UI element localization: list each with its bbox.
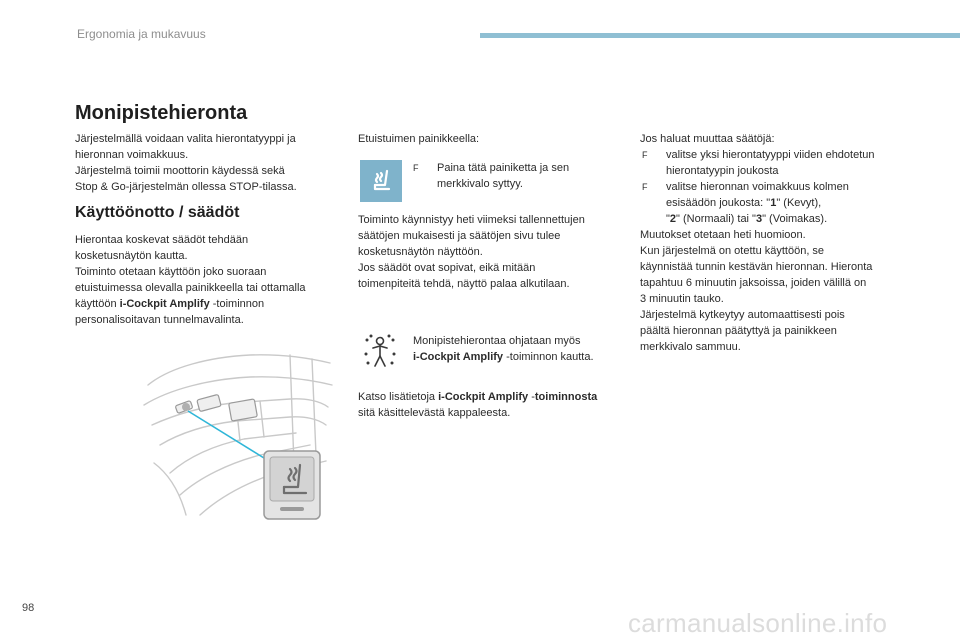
usage-text: käyttöön bbox=[75, 298, 120, 310]
watermark: carmanualsonline.info bbox=[628, 608, 888, 638]
adjust-line: käynnistää tunnin kestävän hieronnan. Hieronta bbox=[640, 261, 873, 273]
header-accent-bar bbox=[480, 33, 960, 38]
adjust-intro: Jos haluat muuttaa säätöjä: bbox=[640, 133, 775, 145]
seat-button-intro: Etuistuimen painikkeella: bbox=[358, 133, 480, 145]
intensity-level-3-label: " (Voimakas). bbox=[762, 213, 828, 225]
see-also-line: sitä käsittelevästä kappaleesta. bbox=[358, 407, 511, 419]
adjust-line: Kun järjestelmä on otettu käyttöön, se bbox=[640, 245, 825, 257]
bullet-text: esisäädön joukosta: " bbox=[666, 197, 771, 209]
amplify-note bbox=[413, 333, 594, 365]
seat-button-bullet bbox=[411, 160, 569, 192]
seat-massage-button-icon bbox=[360, 160, 402, 202]
usage-line: etuistuimessa olevalla painikkeella tai ottamalla bbox=[75, 282, 306, 294]
usage-paragraph bbox=[75, 232, 306, 328]
see-also-text: - bbox=[528, 391, 535, 403]
amplify-note-line bbox=[413, 349, 594, 365]
see-also-line bbox=[358, 389, 597, 405]
bullet-text: valitse hieronnan voimakkuus kolmen bbox=[666, 181, 849, 193]
intro-line: Järjestelmä toimii moottorin käydessä sekä bbox=[75, 165, 285, 177]
see-also-term: toiminnosta bbox=[534, 391, 598, 403]
usage-line: Hierontaa koskevat säädöt tehdään bbox=[75, 234, 249, 246]
resume-line: Toiminto käynnistyy heti viimeksi tallennettujen bbox=[358, 214, 585, 226]
bullet-marker: F bbox=[642, 182, 648, 192]
resume-paragraph bbox=[358, 212, 585, 292]
bullet-text bbox=[640, 195, 875, 211]
adjust-line: Järjestelmä kytkeytyy automaattisesti pois bbox=[640, 309, 845, 321]
page-title: Monipistehieronta bbox=[75, 102, 248, 124]
bullet-item bbox=[640, 179, 875, 195]
adjust-line: Muutokset otetaan heti huomioon. bbox=[640, 229, 806, 241]
intensity-level-2-label: " (Normaali) tai " bbox=[676, 213, 756, 225]
resume-line: toimenpiteitä tehdä, näyttö palaa alkutilaan. bbox=[358, 278, 570, 290]
adjust-line: päältä hieronnan päätyttyä ja painikkeen bbox=[640, 325, 837, 337]
resume-line: kosketusnäytön näyttöön. bbox=[358, 246, 483, 258]
bullet-text: hierontatyypin joukosta bbox=[666, 165, 779, 177]
intensity-level-2: 2 bbox=[669, 213, 677, 225]
bullet-text: merkkivalo syttyy. bbox=[437, 178, 523, 190]
intro-line: hieronnan voimakkuus. bbox=[75, 149, 189, 161]
usage-line: Toiminto otetaan käyttöön joko suoraan bbox=[75, 266, 267, 278]
usage-line: personalisoitavan tunnelmavalinta. bbox=[75, 314, 244, 326]
i-cockpit-amplify-term: i-Cockpit Amplify bbox=[438, 391, 529, 403]
adjust-line: tapahtuu 6 minuutin jaksoissa, joiden välillä on bbox=[640, 277, 867, 289]
intro-line: Stop & Go-järjestelmän ollessa STOP-tilassa. bbox=[75, 181, 297, 193]
see-also-text: Katso lisätietoja bbox=[358, 391, 439, 403]
bullet-item bbox=[640, 147, 875, 163]
page-number: 98 bbox=[22, 602, 35, 614]
bullet-text: valitse yksi hierontatyyppi viiden ehdotetun bbox=[666, 149, 875, 161]
amplify-note-line: Monipistehierontaa ohjataan myös bbox=[413, 335, 581, 347]
see-also-note bbox=[358, 389, 597, 421]
adjust-line: merkkivalo sammuu. bbox=[640, 341, 741, 353]
bullet-text: Paina tätä painiketta ja sen bbox=[437, 162, 570, 174]
adjust-section bbox=[640, 131, 875, 355]
resume-line: Jos säädöt ovat sopivat, eikä mitään bbox=[358, 262, 536, 274]
i-cockpit-amplify-icon bbox=[362, 334, 398, 370]
bullet-marker: F bbox=[413, 163, 419, 173]
section-subheading: Käyttöönotto / säädöt bbox=[75, 204, 240, 221]
intro-paragraph bbox=[75, 131, 297, 195]
bullet-item bbox=[411, 160, 569, 176]
resume-line: säätöjen mukaisesti ja säätöjen sivu tulee bbox=[358, 230, 561, 242]
i-cockpit-amplify-term: i-Cockpit Amplify bbox=[413, 351, 504, 363]
usage-line: kosketusnäytön kautta. bbox=[75, 250, 188, 262]
intensity-level-1: 1 bbox=[770, 197, 777, 209]
intro-line: Järjestelmällä voidaan valita hierontatyyppi ja bbox=[75, 133, 296, 145]
usage-line bbox=[75, 296, 306, 312]
section-header: Ergonomia ja mukavuus bbox=[77, 27, 206, 41]
usage-text: -toiminnon bbox=[209, 298, 265, 310]
bullet-marker: F bbox=[642, 150, 648, 160]
intensity-level-3: 3 bbox=[755, 213, 763, 225]
bullet-text: " bbox=[666, 213, 670, 225]
adjust-line: 3 minuutin tauko. bbox=[640, 293, 724, 305]
seat-massage-icon bbox=[367, 167, 395, 195]
intensity-level-1-label: " (Kevyt), bbox=[776, 197, 822, 209]
seat-illustration bbox=[140, 345, 336, 525]
amplify-note-text: -toiminnon kautta. bbox=[503, 351, 594, 363]
i-cockpit-amplify-term: i-Cockpit Amplify bbox=[119, 298, 210, 310]
bullet-text bbox=[640, 211, 875, 227]
